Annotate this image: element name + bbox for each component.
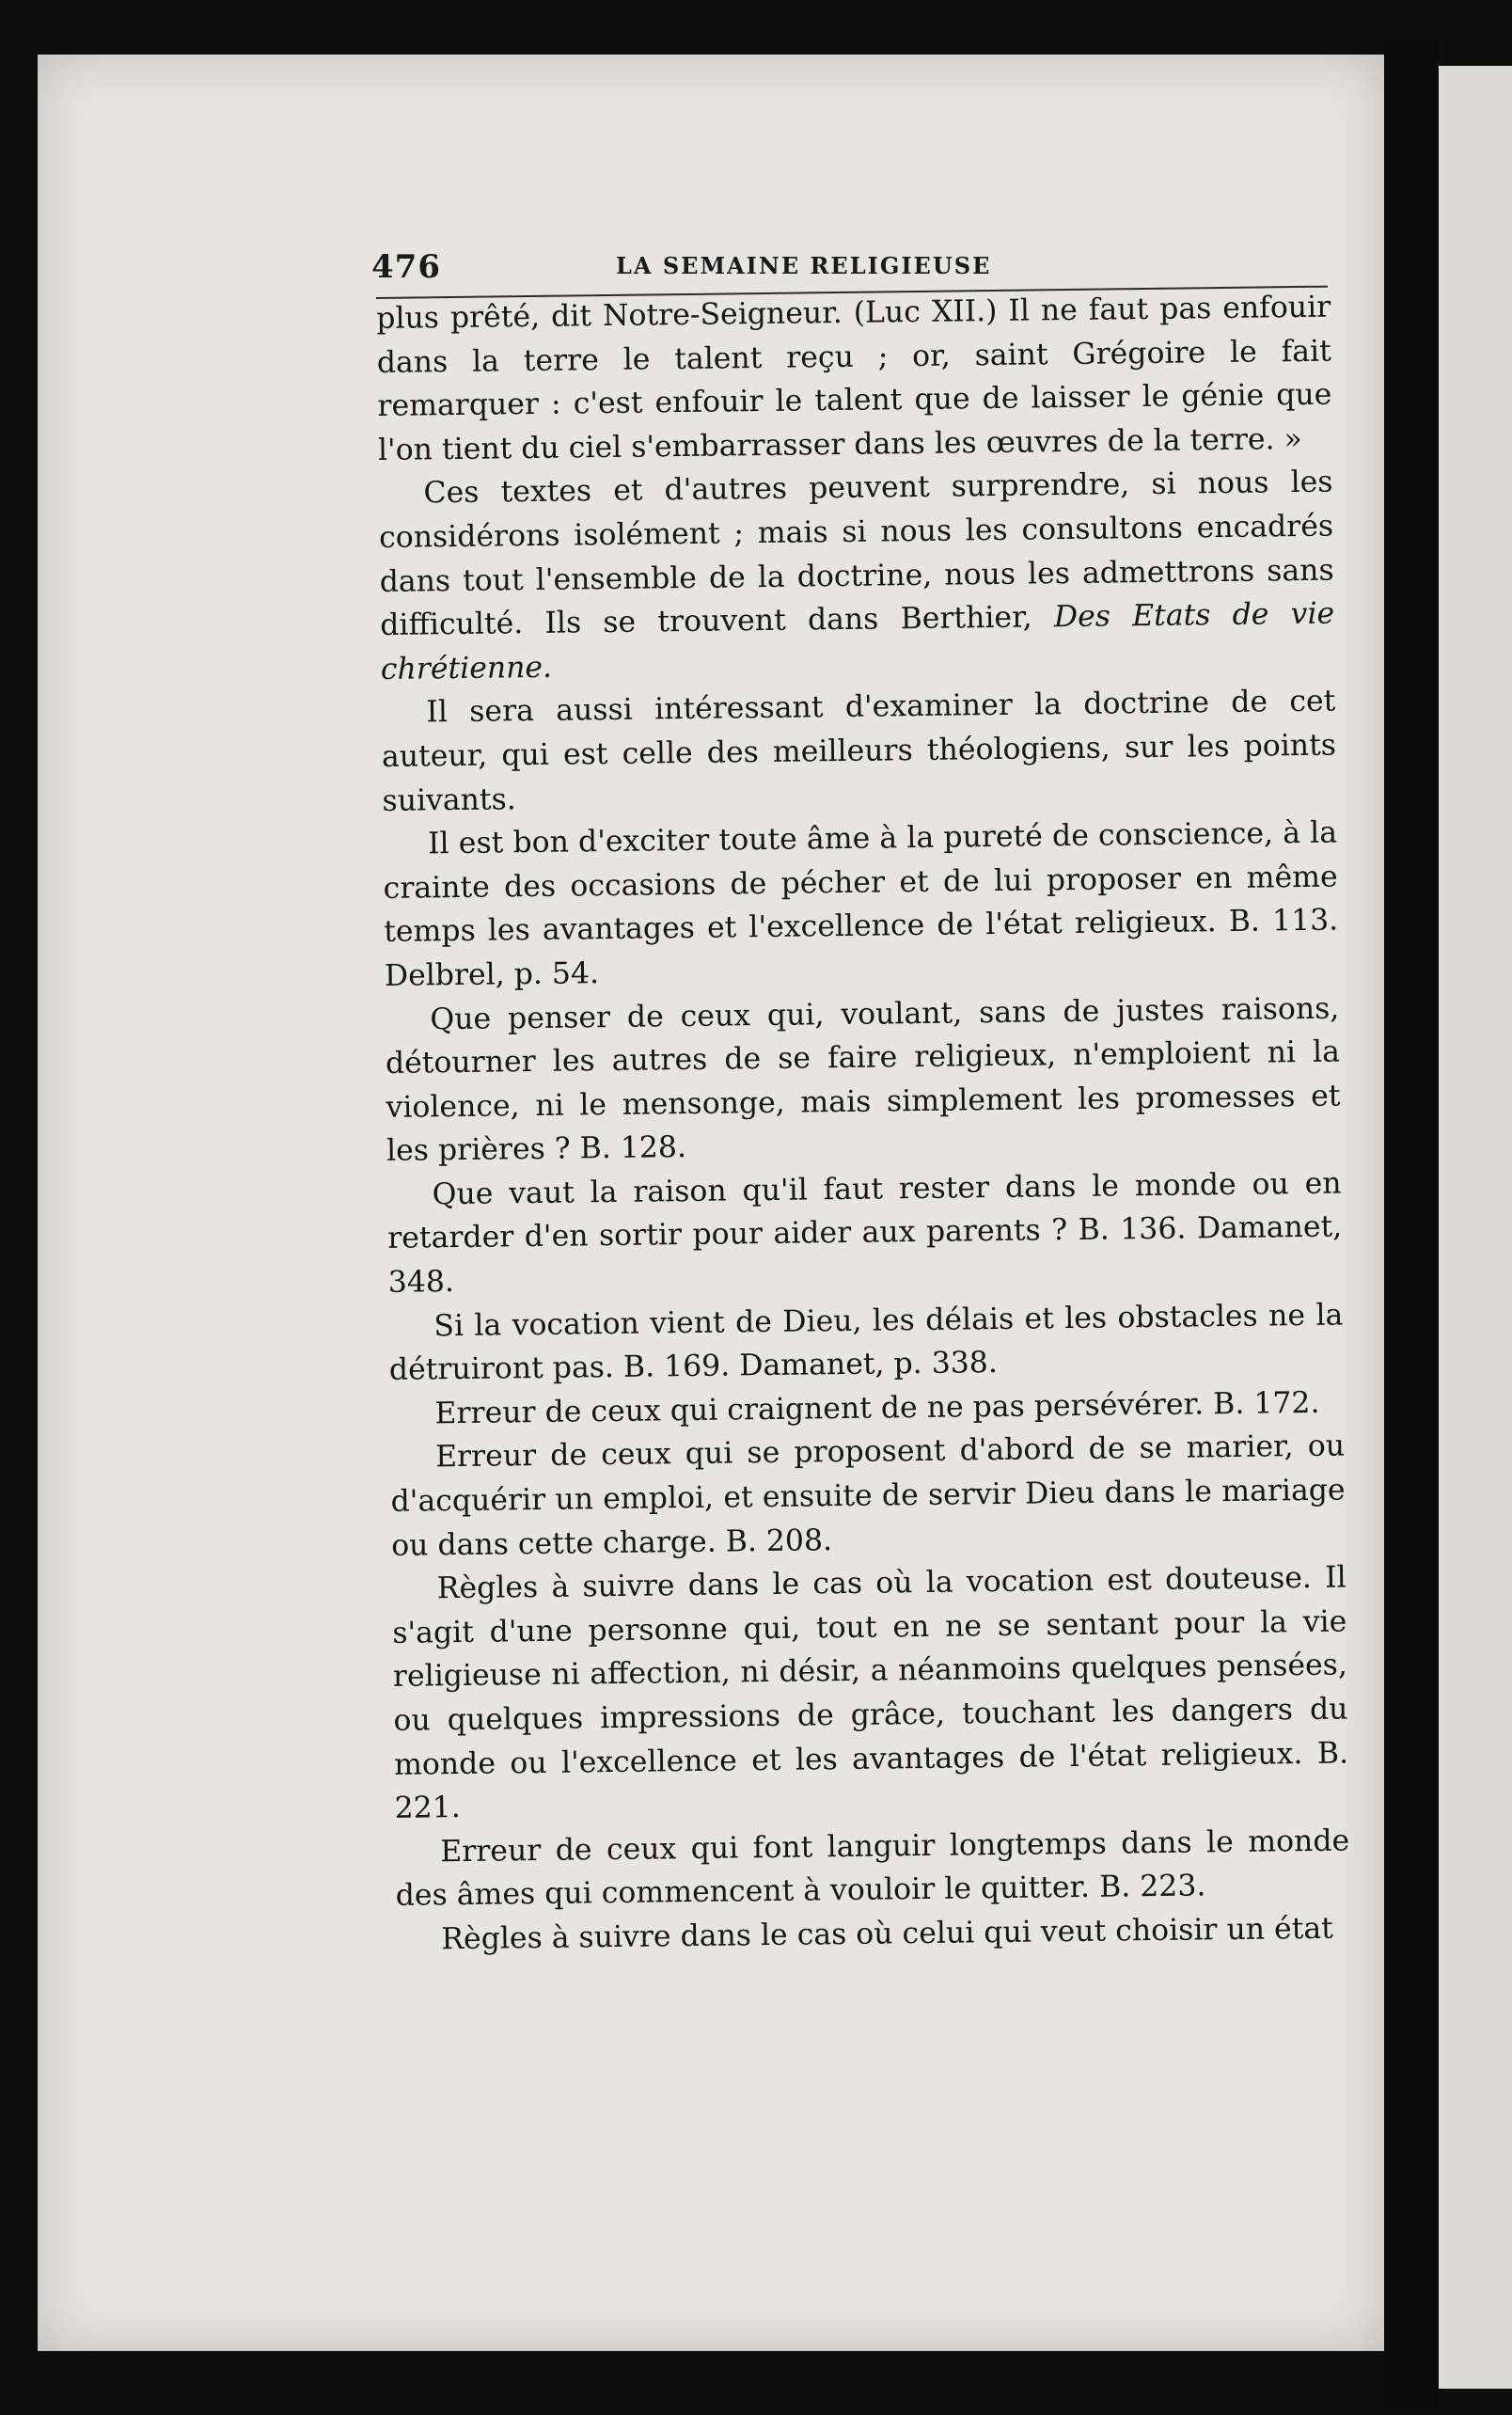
paragraph: Erreur de ceux qui craignent de ne pas persévérer. B. 172. (434, 1385, 1320, 1431)
page-number: 476 (371, 248, 441, 286)
paragraph (378, 461, 1335, 691)
paragraph: Que penser de ceux qui, voulant, sans de justes raisons, détourner les autres de se faire religieux, n'emploient ni la violence, ni le mensonge, mais simplement les promesses et les prières ? B. 128. (385, 991, 1341, 1169)
book-gutter (1384, 38, 1439, 2407)
paragraph-text: Ces textes et d'autres peuvent surprendre, si nous les considérons isolément ; mais si nous les consultons encadrés dans tout l'ensemble de la doctrine, nous les admettrons sans difficulté. Ils se trouvent dans Berthier, (378, 465, 1334, 643)
paragraph: Règles à suivre dans le cas où celui qui veut choisir un état (441, 1911, 1334, 1957)
book-title-italic: Des Etats de vie chrétienne. (380, 596, 1335, 687)
next-page-edge (1439, 66, 1512, 2389)
paragraph: Il sera aussi intéressant d'examiner la doctrine de cet auteur, qui est celle des meilleurs théologiens, sur les points suivants. (381, 684, 1337, 818)
paragraph: Il est bon d'exciter toute âme à la pureté de conscience, à la crainte des occasions de pécher et de lui proposer en même temps les avantages et l'excellence de l'état religieux. B. 113. Delbrel, p. 54. (383, 815, 1339, 993)
paragraph: Erreur de ceux qui se proposent d'abord de se marier, ou d'acquérir un emploi, et ensuite de servir Dieu dans le mariage ou dans cette charge. B. 208. (390, 1428, 1346, 1563)
running-title: LA SEMAINE RELIGIEUSE (616, 252, 992, 279)
paragraph: Que vaut la raison qu'il faut rester dans le monde ou en retarder d'en sortir pour aider aux parents ? B. 136. Damanet, 348. (387, 1166, 1343, 1300)
page-header (371, 243, 1340, 292)
paragraph: Si la vocation vient de Dieu, les délais et les obstacles ne la détruiront pas. B. 169. Damanet, p. 338. (388, 1298, 1344, 1388)
paragraph: Erreur de ceux qui font languir longtemps dans le monde des âmes qui commencent à vouloir le quitter. B. 223. (395, 1823, 1350, 1914)
paragraph: plus prêté, dit Notre-Seigneur. (Luc XII.) Il ne faut pas enfouir dans la terre le talent reçu ; or, saint Grégoire le fait remarquer : c'est enfouir le talent que de laisser le génie que l'on tient du ciel s'embarrasser dans les œuvres de la terre. » (376, 290, 1332, 467)
body-text (376, 286, 1351, 1963)
paragraph: Règles à suivre dans le cas où la vocation est douteuse. Il s'agit d'une personne qui, tout en ne se sentant pour la vie religieuse ni affection, ni désir, a néanmoins quelques pensées, ou quelques impressions de grâce, touchant les dangers du monde ou l'excellence et les avantages de l'état religieux. B. 221. (392, 1560, 1349, 1826)
